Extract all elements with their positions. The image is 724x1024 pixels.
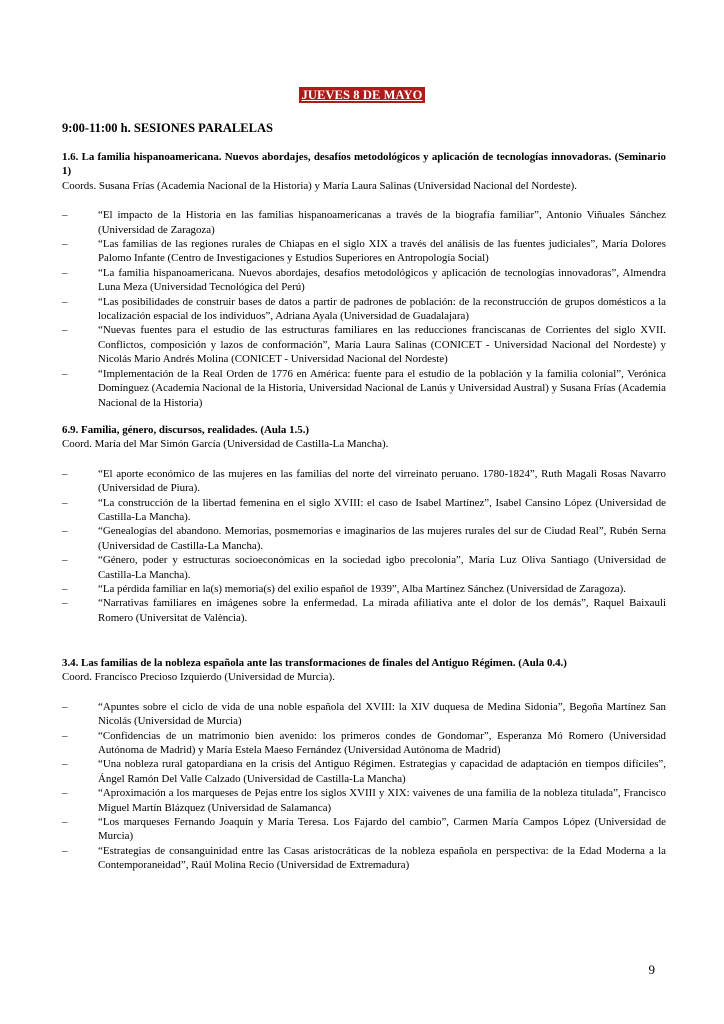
talk-text: “Apuntes sobre el ciclo de vida de una noble española del XVIII: la XIV duquesa de Medina Sidonia”, Begoña Martínez San Nicolás (Universidad de Murcia) xyxy=(98,700,666,728)
talk-list xyxy=(62,208,666,410)
talk-item xyxy=(62,208,666,237)
talk-text: “Los marqueses Fernando Joaquín y María Teresa. Los Fajardo del cambio”, Carmen María Campos López (Universidad de Murcia) xyxy=(98,816,666,843)
talk-text: “Las familias de las regiones rurales de Chiapas en el siglo XIX a través del análisis de las fuentes judiciales”, María Dolores Palomo Infante (Centro de Investigaciones y Estudios Superiores en Antropología Social) xyxy=(98,238,666,265)
list-dash: – xyxy=(62,467,68,480)
talk-text: “La construcción de la libertad femenina en el siglo XVIII: el caso de Isabel Martínez”, Isabel Cansino López (Universidad de Castilla-La Mancha). xyxy=(98,496,666,524)
section-title: 1.6. La familia hispanoamericana. Nuevos abordajes, desafíos metodológicos y aplicación de tecnologías innovadoras. (Seminario 1) xyxy=(62,151,666,178)
list-dash: – xyxy=(62,367,68,380)
list-dash: – xyxy=(62,554,68,567)
list-dash: – xyxy=(62,266,68,279)
list-dash: – xyxy=(62,700,68,713)
session-section-1-6 xyxy=(62,150,666,410)
talk-text: “Estrategias de consanguinidad entre las Casas aristocráticas de la nobleza española en perspectiva: de la Edad Moderna a la Contemporaneidad”, Raúl Molina Recio (Universidad de Extremadura) xyxy=(98,844,666,872)
list-dash: – xyxy=(62,758,68,771)
list-dash: – xyxy=(62,729,68,742)
talk-text: “El aporte económico de las mujeres en las familias del norte del virreinato peruano. 1780-1824”, Ruth Magali Rosas Navarro (Universidad de Piura). xyxy=(98,467,666,495)
section-title: 3.4. Las familias de la nobleza española ante las transformaciones de finales del Antiguo Régimen. (Aula 0.4.) xyxy=(62,657,567,669)
talk-item xyxy=(62,553,666,582)
talk-item xyxy=(62,295,666,324)
talk-list xyxy=(62,467,666,625)
talk-item xyxy=(62,729,666,758)
talk-list xyxy=(62,700,666,873)
talk-text: “El impacto de la Historia en las familias hispanoamericanas a través de la biografía familiar”, Antonio Viñuales Sánchez (Universidad de Zaragoza) xyxy=(98,209,666,236)
list-dash: – xyxy=(62,525,68,538)
list-dash: – xyxy=(62,816,68,829)
talk-text: “Implementación de la Real Orden de 1776 en América: fuente para el estudio de la población y la familia colonial”, Verónica Domínguez (Academia Nacional de la Historia, Universidad Nacional de Lanús y Universidad Austral) y Susana Frías (Academia Nacional de la Historia) xyxy=(98,367,666,409)
section-coordinators: Coords. Susana Frías (Academia Nacional de la Historia) y María Laura Salinas (Universidad Nacional del Nordeste). xyxy=(62,179,578,192)
talk-item xyxy=(62,237,666,266)
list-dash: – xyxy=(62,844,68,857)
talk-item xyxy=(62,786,666,815)
list-dash: – xyxy=(62,787,68,800)
talk-item xyxy=(62,323,666,366)
list-dash: – xyxy=(62,209,68,222)
talk-text: “Nuevas fuentes para el estudio de las estructuras familiares en las reducciones franciscanas de Corrientes del siglo XVII. Conflictos, composición y lazos de conformación”, María Laura Salinas (CONICET - Universidad Nacional del Nordeste) y Nicolás Mario Andrés Molina (CONICET - Universidad Nacional del Nordeste) xyxy=(98,324,666,366)
page-number: 9 xyxy=(648,962,655,977)
list-dash: – xyxy=(62,597,68,610)
talk-text: “La familia hispanoamericana. Nuevos abordajes, desafíos metodológicos y aplicación de tecnologías innovadoras”, Almendra Luna Meza (Universidad Tecnológica del Perú) xyxy=(98,266,666,294)
talk-text: “Genealogías del abandono. Memorias, posmemorias e imaginarios de las mujeres rurales del sur de Ciudad Real”, Rubén Serna (Universidad de Castilla-La Mancha). xyxy=(98,525,666,552)
talk-item xyxy=(62,700,666,729)
section-title: 6.9. Familia, género, discursos, realidades. (Aula 1.5.) xyxy=(62,424,310,436)
session-time-title: 9:00-11:00 h. SESIONES PARALELAS xyxy=(62,121,273,135)
session-section-3-4 xyxy=(62,656,666,873)
talk-text: “Narrativas familiares en imágenes sobre la enfermedad. La mirada afiliativa ante el dolor de los demás”, Raquel Baixauli Romero (Universitat de València). xyxy=(98,597,666,624)
talk-item xyxy=(62,467,666,496)
talk-item xyxy=(62,367,666,410)
list-dash: – xyxy=(62,324,68,337)
talk-item xyxy=(62,582,666,596)
talk-item xyxy=(62,266,666,295)
talk-text: “Confidencias de un matrimonio bien avenido: los primeros condes de Gondomar”, Esperanza Mó Romero (Universidad Autónoma de Madrid) y María Estela Maeso Fernández (Universidad Autónoma de Madrid) xyxy=(98,729,666,757)
section-coordinators: Coord. Francisco Precioso Izquierdo (Universidad de Murcia). xyxy=(62,671,335,684)
talk-item xyxy=(62,496,666,525)
list-dash: – xyxy=(62,583,68,596)
list-dash: – xyxy=(62,295,68,308)
session-section-6-9 xyxy=(62,423,666,625)
talk-text: “La pérdida familiar en la(s) memoria(s) del exilio español de 1939”, Alba Martínez Sánchez (Universidad de Zaragoza). xyxy=(98,583,626,596)
day-header: JUEVES 8 DE MAYO xyxy=(299,87,426,103)
talk-item xyxy=(62,815,666,844)
list-dash: – xyxy=(62,496,68,509)
day-header-container xyxy=(0,87,724,103)
talk-text: “Género, poder y estructuras socioeconómicas en la sociedad igbo precolonia”, María Luz Oliva Santiago (Universidad de Castilla-La Mancha). xyxy=(98,554,666,581)
talk-item xyxy=(62,757,666,786)
talk-item xyxy=(62,524,666,553)
talk-item xyxy=(62,844,666,873)
talk-item xyxy=(62,596,666,625)
talk-text: “Una nobleza rural gatopardiana en la crisis del Antiguo Régimen. Estrategias y capacidad de adaptación en tiempos difíciles”, Ángel Ramón Del Valle Calzado (Universidad de Castilla-La Mancha) xyxy=(98,758,666,785)
section-coordinators: Coord. María del Mar Simón García (Universidad de Castilla-La Mancha). xyxy=(62,438,389,451)
talk-text: “Aproximación a los marqueses de Pejas entre los siglos XVIII y XIX: vaivenes de una familia de la nobleza titulada”, Francisco Miguel Martín Blázquez (Universidad de Salamanca) xyxy=(98,787,666,814)
list-dash: – xyxy=(62,238,68,251)
talk-text: “Las posibilidades de construir bases de datos a partir de padrones de población: de la reconstrucción de grupos domésticos a la localización espacial de los individuos”, Adriana Ayala (Universidad de Guadalajara) xyxy=(98,295,666,323)
